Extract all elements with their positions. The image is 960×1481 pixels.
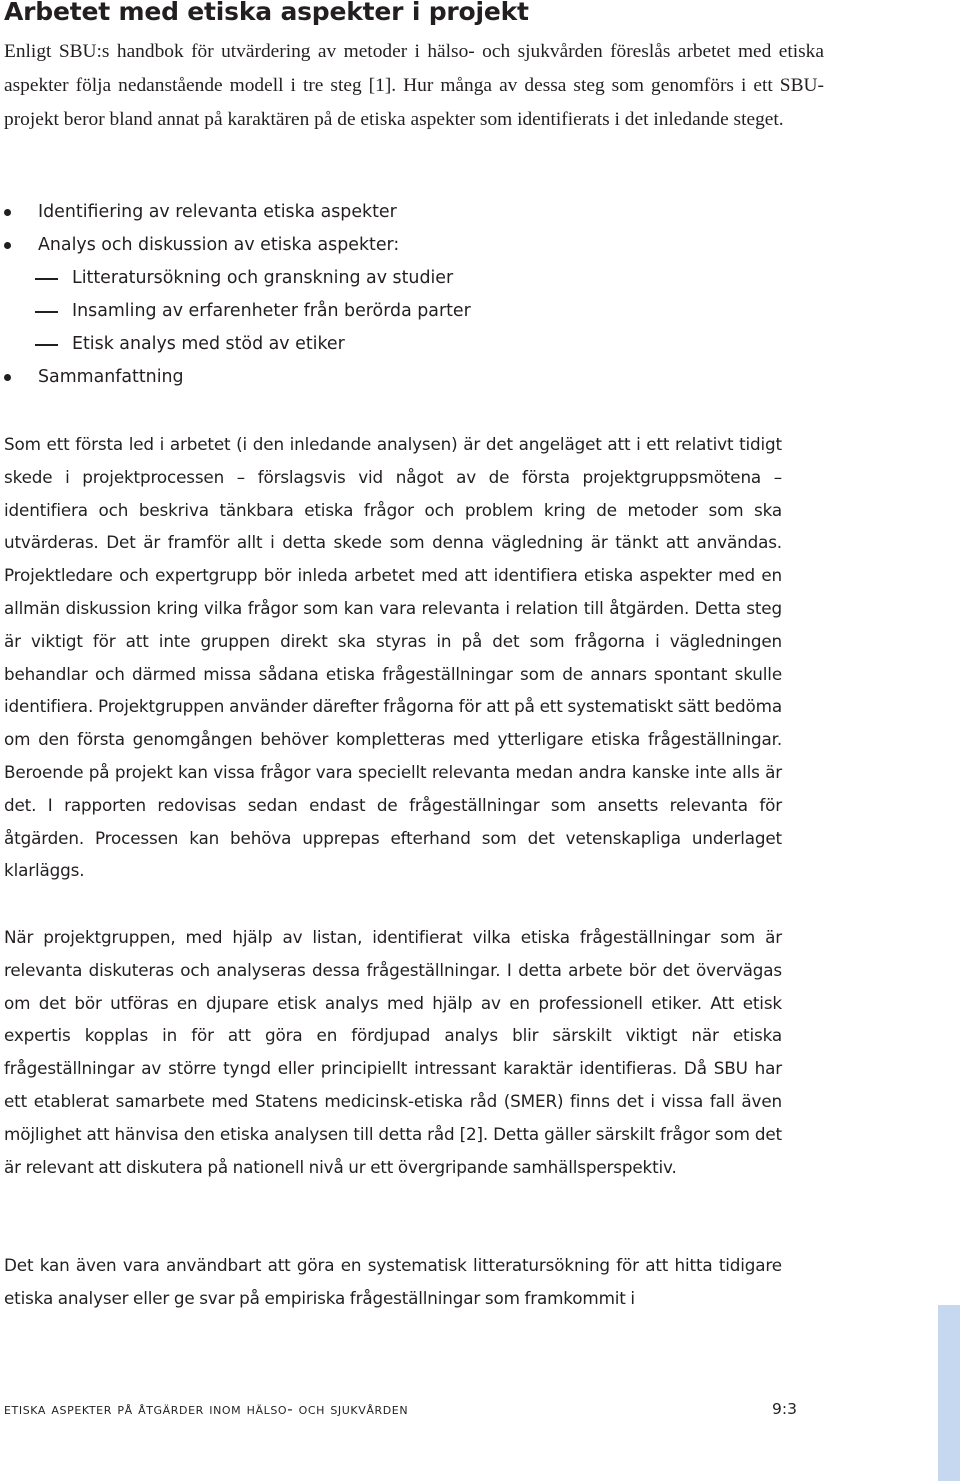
bullet-icon [4, 374, 11, 381]
sub-list-item-text: Insamling av erfarenheter från berörda parter [72, 301, 471, 321]
chapter-side-tab [938, 1305, 960, 1481]
running-footer-title: etiska aspekter på åtgärder inom hälso- och sjukvården [4, 1400, 409, 1418]
body-paragraph: Som ett första led i arbetet (i den inledande analysen) är det angeläget att i ett relativt tidigt skede i projektprocessen – förslagsvis vid något av de första projektgruppsmötena – identifiera och beskriva tänkbara etiska frågor och problem kring de metoder som ska utvärderas. Det är framför allt i detta skede som denna vägledning är tänkt att användas. Projektledare och expertgrupp bör inleda arbetet med att identifiera etiska aspekter med en allmän diskussion kring vilka frågor som kan vara relevanta i relation till åtgärden. Detta steg är viktigt för att inte gruppen direkt ska styras in på det som frågorna i vägledningen behandlar och därmed missa sådana etiska frågeställningar som de annars spontant skulle identifiera. Projektgruppen använder därefter frågorna för att på ett systematiskt sätt bedöma om den första genomgången behöver kompletteras med ytterligare etiska frågeställningar. Beroende på projekt kan vissa frågor vara speciellt relevanta medan andra kanske inte alls är det. I rapporten redovisas sedan endast de frågeställningar som ansetts relevanta för åtgärden. Processen kan behöva upprepas efterhand som det vetenskapliga underlaget klarläggs. [4, 434, 782, 881]
dash-icon [35, 278, 58, 280]
sub-list-item [4, 262, 864, 295]
list-item [4, 196, 864, 229]
sub-list-item [4, 295, 864, 328]
body-paragraph: Det kan även vara användbart att göra en systematisk litteratursökning för att hitta tidigare etiska analyser eller ge svar på empiriska frågeställningar som framkommit i [4, 1255, 782, 1308]
bullet-icon [4, 242, 11, 249]
steps-list [4, 196, 864, 394]
list-item-text: Analys och diskussion av etiska aspekter: [38, 235, 400, 255]
sub-list-item-text: Litteratursökning och granskning av studier [72, 268, 454, 288]
list-item [4, 229, 864, 262]
list-item [4, 361, 864, 394]
page-number: 9:3 [772, 1400, 797, 1418]
intro-paragraph: Enligt SBU:s handbok för utvärdering av metoder i hälso- och sjukvården föreslås arbetet med etiska aspekter följa nedanstående modell i tre steg [1]. Hur många av dessa steg som genomförs i ett SBU-projekt beror bland annat på karaktären på de etiska aspekter som identifierats i det inledande steget. [4, 41, 824, 130]
sub-list-item [4, 328, 864, 361]
dash-icon [35, 311, 58, 313]
sub-list-item-text: Etisk analys med stöd av etiker [72, 334, 345, 354]
dash-icon [35, 344, 58, 346]
list-item-text: Identifiering av relevanta etiska aspekter [38, 202, 397, 222]
bullet-icon [4, 209, 11, 216]
body-paragraph: När projektgruppen, med hjälp av listan, identifierat vilka etiska frågeställningar som är relevanta diskuteras och analyseras dessa frågeställningar. I detta arbete bör det övervägas om det bör utföras en djupare etisk analys med hjälp av en professionell etiker. Att etisk expertis kopplas in för att göra en fördjupad analys blir särskilt viktigt när etiska frågeställningar av större tyngd eller principiellt intressant karaktär identifieras. Då SBU har ett etablerat samarbete med Statens medicinsk-etiska råd (SMER) finns det i vissa fall även möjlighet att hänvisa den etiska analysen till detta råd [2]. Detta gäller särskilt frågor som det är relevant att diskutera på nationell nivå ur ett övergripande samhällsperspektiv. [4, 927, 782, 1177]
list-item-text: Sammanfattning [38, 367, 184, 387]
section-heading: Arbetet med etiska aspekter i projekt [4, 0, 529, 26]
